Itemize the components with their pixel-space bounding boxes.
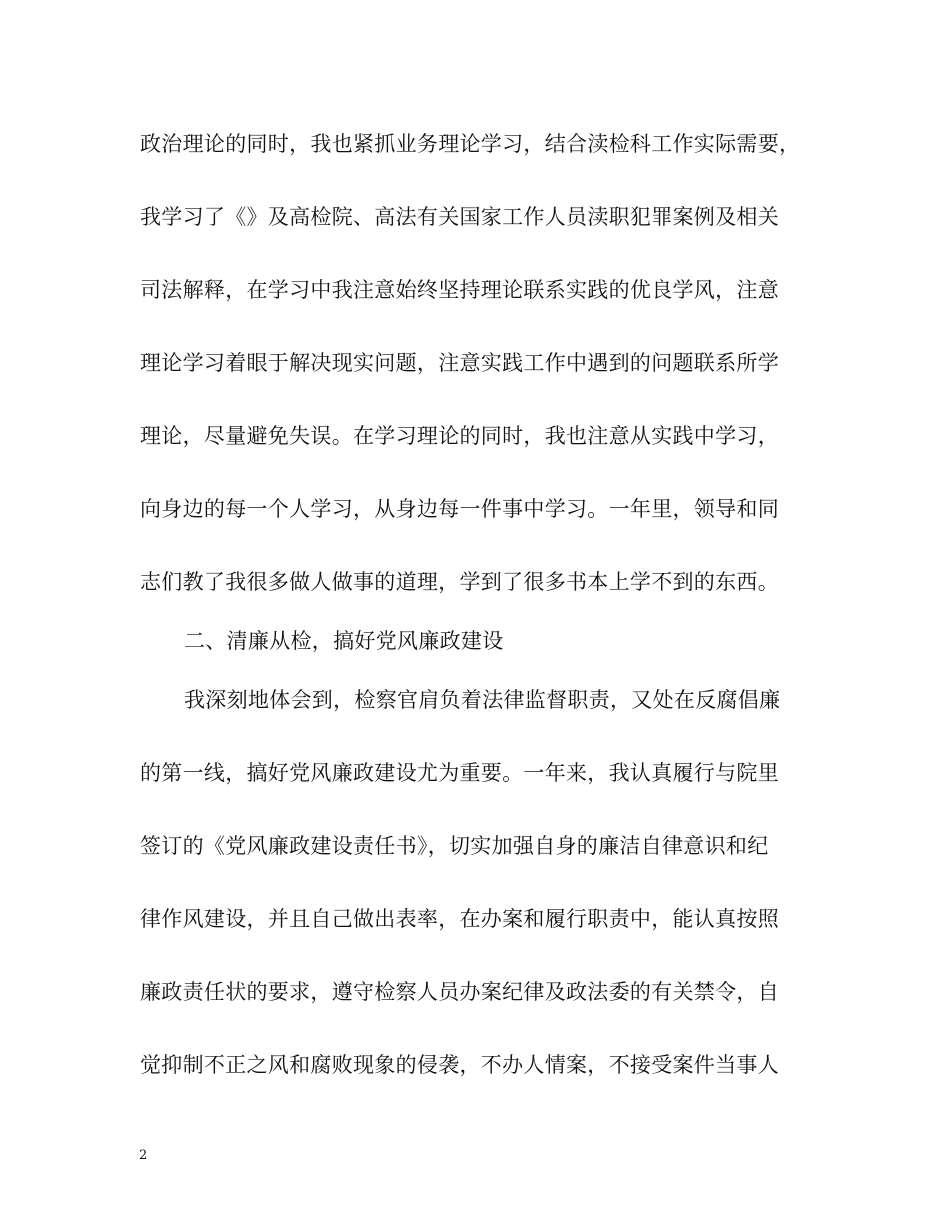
text-line: 廉政责任状的要求，遵守检察人员办案纪律及政法委的有关禁令，自 (140, 980, 779, 1004)
text-line: 向身边的每一个人学习，从身边每一件事中学习。一年里，领导和同 (140, 497, 779, 521)
text-line: 我学习了《》及高检院、高法有关国家工作人员渎职犯罪案例及相关 (140, 205, 779, 229)
text-line: 司法解释，在学习中我注意始终坚持理论联系实践的优良学风，注意 (140, 278, 779, 302)
text-line: 理论学习着眼于解决现实问题，注意实践工作中遇到的问题联系所学 (140, 351, 779, 375)
text-line: 志们教了我很多做人做事的道理，学到了很多书本上学不到的东西。 (140, 570, 779, 594)
text-line: 觉抑制不正之风和腐败现象的侵袭，不办人情案，不接受案件当事人 (140, 1053, 779, 1077)
text-line: 签订的《党风廉政建设责任书》，切实加强自身的廉洁自律意识和纪 (140, 834, 769, 858)
text-line: 律作风建设，并且自己做出表率，在办案和履行职责中，能认真按照 (140, 907, 779, 931)
text-line: 的第一线，搞好党风廉政建设尤为重要。一年来，我认真履行与院里 (140, 761, 779, 785)
section-heading: 二、清廉从检，搞好党风廉政建设 (184, 629, 504, 653)
text-line: 理论，尽量避免失误。在学习理论的同时，我也注意从实践中学习， (140, 424, 779, 448)
page-number: 2 (139, 1148, 148, 1163)
paragraph-first-line: 我深刻地体会到，检察官肩负着法律监督职责，又处在反腐倡廉 (184, 688, 781, 712)
text-line: 政治理论的同时，我也紧抓业务理论学习，结合渎检科工作实际需要， (140, 132, 801, 156)
